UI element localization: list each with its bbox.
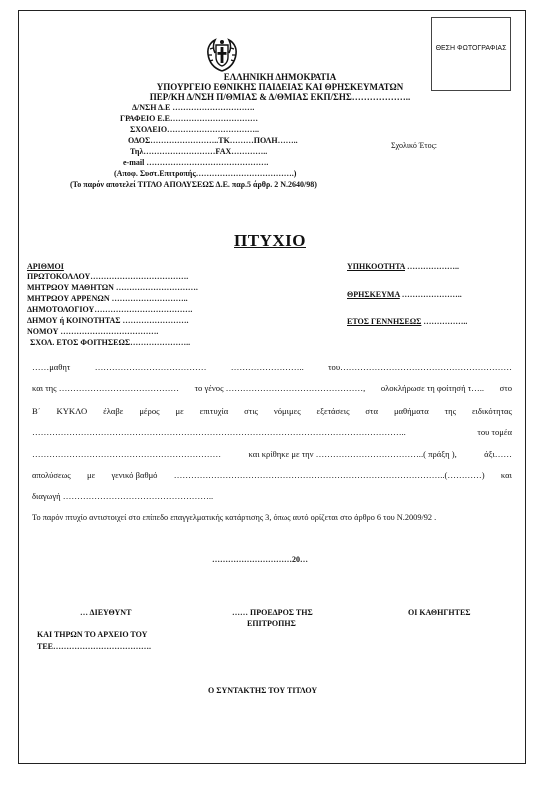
body-line-3-word: ειδικότητας [471,406,512,416]
field-sxol-etos: ΣΧΟΛ. ΕΤΟΣ ΦΟΙΤΗΣΕΩΣ………………….. [30,338,191,347]
body-line-5: ………………………………………………………… και κρίθηκε με την ………………………………..( πράξη ), άξι…… [32,449,512,459]
signature-president-2: ΕΠΙΤΡΟΠΗΣ [247,619,296,628]
body-line-3-word: νόμιμες [273,406,301,416]
document-title: ΠΤΥΧΙΟ [234,231,306,250]
body-line-3-word: με [175,406,184,416]
header-odos: ΟΔΟΣ……………………..ΤΚ………ΠΟΛΗ…….. [128,136,298,145]
body-line-2: και της …………………………………… το γένος …………………………………………, ολοκλήρωσε τη φοίτησή τ….. στο [32,383,512,393]
body-line-4: ………………………………………………………………………………………………………………….. του τομέα [32,427,512,437]
header-ministry: ΥΠΟΥΡΓΕΙΟ ΕΘΝΙΚΗΣ ΠΑΙΔΕΙΑΣ ΚΑΙ ΘΡΗΣΚΕΥΜΑΤΩΝ [156,82,404,92]
field-dimou: ΔΗΜΟΥ ή ΚΟΙΝΟΤΗΤΑΣ ……………………. [27,316,189,325]
body-line-3-word: ΚΥΚΛΟ [56,406,88,416]
body-line-3-word: μέρος [139,406,160,416]
signature-president: …… ΠΡΟΕΔΡΟΣ ΤΗΣ [232,608,313,617]
field-etos-genniseos: ΕΤΟΣ ΓΕΝΝΗΣΕΩΣ …………….. [347,317,468,326]
body-line-7: διαγωγή …………………………………………….. [32,491,214,501]
header-grafeio: ΓΡΑΦΕΙΟ Ε.Ε…………………………… [120,114,258,123]
header-directorate: ΠΕΡ/ΚΗ Δ/ΝΣΗ Π/ΘΜΙΑΣ & Δ/ΘΜΙΑΣ ΕΚΠ/ΣΗΣ……………….. [149,92,411,102]
body-line-3-word: της [444,406,457,416]
header-titlos-note: (Το παρόν αποτελεί ΤΙΤΛΟ ΑΠΟΛΥΣΕΩΣ Δ.Ε. παρ.5 άρθρ. 2 Ν.2640/98) [70,180,317,189]
body-line-3-word: έλαβε [103,406,124,416]
field-mitroou-arrenon: ΜΗΤΡΩΟΥ ΑΡΡΕΝΩΝ ……………………….. [27,294,188,303]
header-apofasi: (Αποφ. Συστ.Επιτροπής……………………………….) [114,169,297,178]
body-line-8: Το παρόν πτυχίο αντιστοιχεί στο επίπεδο επαγγελματικής κατάρτισης 3, όπως αυτό ορίζεται στο άρθρο 6 του Ν.2009/92 . [32,513,437,522]
signature-director: … ΔΙΕΥΘΥΝΤ [80,608,132,617]
body-line-1: ……μαθητ ………………………………… …………………….. του…………………………………………………… [32,362,512,372]
header-scholeio: ΣΧΟΛΕΙΟ…………………………….. [130,125,260,134]
body-line-3-word: Β΄ [32,406,41,416]
signature-archive-1: ΚΑΙ ΤΗΡΩΝ ΤΟ ΑΡΧΕΙΟ ΤΟΥ [37,630,148,639]
body-line-3-word: επιτυχία [199,406,229,416]
field-thriskeuma: ΘΡΗΣΚΕΥΜΑ ………………….. [347,290,462,299]
body-line-6: απολύσεως με γενικό βαθμό …………………………………………………………………………………..(…………) και [32,470,512,480]
header-dnsi: Δ/ΝΣΗ Δ.Ε …………………………. [132,103,255,112]
body-line-3-word: εξετάσεις [316,406,350,416]
signature-teachers: ΟΙ ΚΑΘΗΓΗΤΕΣ [408,608,471,617]
date-line: …………………………20… [212,555,308,564]
field-arithmoi: ΑΡΙΘΜΟΙ [27,262,64,271]
body-line-3 [32,406,512,416]
body-line-3-word: στις [244,406,258,416]
signature-archive-2: ΤΕΕ………………………………. [37,642,152,651]
greek-coat-of-arms-icon [205,37,239,73]
field-mitroou-mathiton: ΜΗΤΡΩΟΥ ΜΑΘΗΤΩΝ …………………………. [27,283,198,292]
photo-box-label: ΘΕΣΗ ΦΩΤΟΓΡΑΦΙΑΣ [435,45,507,52]
body-line-3-word: μαθήματα [393,406,429,416]
signature-author: Ο ΣΥΝΤΑΚΤΗΣ ΤΟΥ ΤΙΤΛΟΥ [208,686,318,695]
body-line-3-word: στα [365,406,379,416]
field-ypikootita: ΥΠΗΚΟΟΤΗΤΑ ……………….. [347,262,459,271]
header-republic: ΕΛΛΗΝΙΚΗ ΔΗΜΟΚΡΑΤΙΑ [223,72,337,82]
header-til: Τηλ………………………FAX………….. [130,147,268,156]
school-year-label: Σχολικό Έτος: [391,141,437,150]
field-nomou: ΝΟΜΟΥ ………………………………. [27,327,159,336]
field-dimotologiou: ΔΗΜΟΤΟΛΟΓΙΟΥ………………………………. [27,305,193,314]
header-email: e-mail ………………………………………. [123,158,269,167]
field-protokollou: ΠΡΩΤΟΚΟΛΛΟΥ………………………………. [27,272,189,281]
